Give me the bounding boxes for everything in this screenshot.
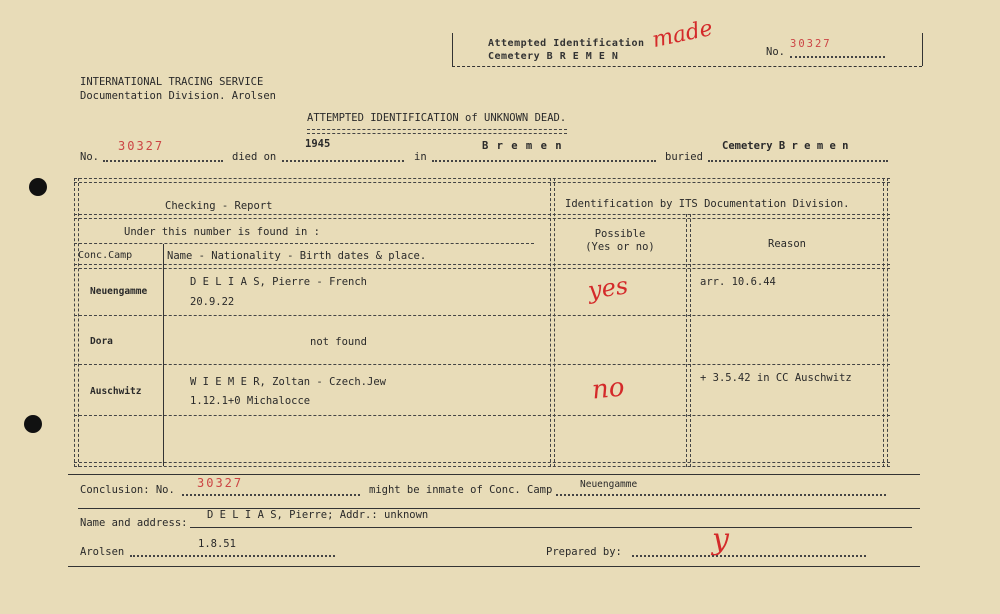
died-on-value: 1945	[305, 138, 331, 150]
name-address-value: D E L I A S, Pierre; Addr.: unknown	[207, 509, 429, 521]
row1-name: D E L I A S, Pierre - French	[190, 276, 368, 288]
identification-header: Identification by ITS Documentation Division.	[565, 198, 850, 210]
record-no-value: 30327	[118, 139, 165, 153]
died-on-label: died on	[232, 151, 277, 163]
conclusion-label: Conclusion: No.	[80, 484, 175, 496]
inmate-label: might be inmate of Conc. Camp	[369, 484, 553, 496]
page-title: ATTEMPTED IDENTIFICATION of UNKNOWN DEAD.	[307, 112, 567, 124]
arolsen-label: Arolsen	[80, 546, 125, 558]
stamp-box-right	[922, 33, 923, 66]
row3-name: W I E M E R, Zoltan - Czech.Jew	[190, 376, 386, 388]
handwritten-made: made	[650, 15, 716, 54]
row1-camp: Neuengamme	[90, 286, 148, 297]
row1-possible: yes	[586, 271, 630, 305]
col-reason-header: Reason	[768, 238, 806, 250]
table-divider-3	[163, 244, 164, 466]
buried-value: Cemetery B r e m e n	[722, 140, 849, 152]
in-label: in	[414, 151, 427, 163]
org-line2: Documentation Division. Arolsen	[80, 90, 276, 102]
row3-camp: Auschwitz	[90, 386, 142, 397]
header-no-value: 30327	[790, 38, 832, 50]
header-no-label: No.	[766, 46, 785, 58]
table-top	[74, 178, 890, 183]
date-value: 1.8.51	[198, 538, 236, 550]
stamp-line1: Attempted Identification	[488, 38, 645, 49]
col-possible-header: Possible (Yes or no)	[585, 228, 655, 253]
table-divider-2	[686, 214, 691, 467]
row3-reason: + 3.5.42 in CC Auschwitz	[700, 372, 852, 384]
table-bottom	[74, 462, 890, 467]
stamp-box-bottom	[452, 66, 922, 67]
table-right	[883, 178, 888, 467]
table-divider	[550, 178, 555, 467]
col-name-header: Name - Nationality - Birth dates & place.	[167, 250, 427, 262]
title-underline	[307, 129, 567, 134]
conclusion-no: 30327	[197, 476, 244, 490]
prepared-by-mark: y	[712, 522, 729, 557]
table-left	[74, 178, 79, 467]
checking-report-header: Checking - Report	[165, 200, 273, 212]
prepared-by-label: Prepared by:	[546, 546, 622, 558]
row1-reason: arr. 10.6.44	[700, 276, 776, 288]
col-camp-header: Conc.Camp	[78, 250, 133, 261]
row3-birth: 1.12.1+0 Michalocce	[190, 395, 311, 407]
row2-name: not found	[310, 336, 367, 348]
in-value: B r e m e n	[482, 140, 563, 152]
stamp-line2: Cemetery B R E M E N	[488, 51, 619, 62]
name-address-label: Name and address:	[80, 517, 188, 529]
found-in-label: Under this number is found in :	[124, 226, 320, 238]
buried-label: buried	[665, 151, 703, 163]
org-line1: INTERNATIONAL TRACING SERVICE	[80, 76, 264, 88]
stamp-box-left	[452, 33, 453, 66]
inmate-camp: Neuengamme	[580, 479, 638, 490]
punch-hole	[29, 178, 47, 196]
row1-birth: 20.9.22	[190, 296, 235, 308]
row3-possible: no	[590, 372, 626, 406]
punch-hole	[24, 415, 42, 433]
record-no-label: No.	[80, 151, 99, 163]
row2-camp: Dora	[90, 336, 113, 347]
